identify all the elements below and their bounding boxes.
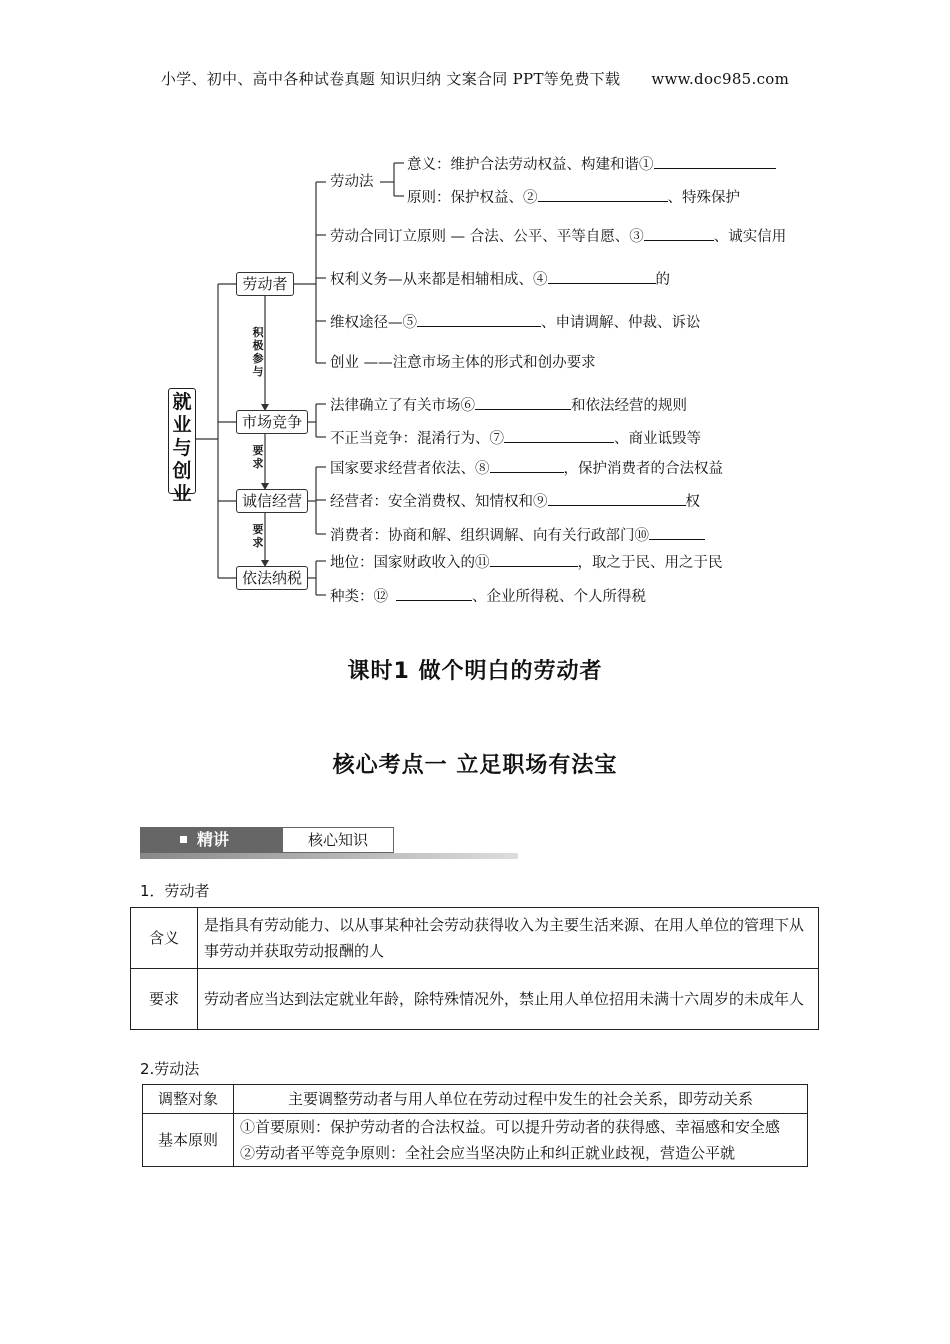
row-text	[234, 1114, 808, 1167]
row-label: 要求	[131, 969, 198, 1030]
row-text: 劳动者应当达到法定就业年龄，除特殊情况外，禁止用人单位招用未满十六周岁的未成年人	[198, 969, 819, 1030]
branch-market-law: 法律确立了有关市场⑥ 和依法经营的规则	[330, 395, 687, 415]
node-laborer: 劳动者	[236, 272, 294, 296]
square-icon	[180, 836, 187, 843]
branch-status: 地位：国家财政收入的⑪ ，取之于民、用之于民	[330, 552, 723, 572]
labor-law-table	[142, 1084, 808, 1167]
banner-dark: 精讲	[140, 827, 282, 853]
table-row	[143, 1114, 808, 1167]
row-label: 调整对象	[143, 1085, 234, 1114]
header-text: 小学、初中、高中各种试卷真题 知识归纳 文案合同 PPT等免费下载	[160, 70, 621, 88]
section-banner	[140, 827, 518, 859]
labor-law-node: 劳动法	[330, 174, 374, 190]
branch-kinds: 种类：⑫ 、企业所得税、个人所得税	[330, 586, 646, 606]
branch-operator: 经营者：安全消费权、知情权和⑨ 权	[330, 491, 700, 511]
link-require-2: 要求	[252, 523, 264, 549]
lesson-title: 课时1 做个明白的劳动者	[347, 659, 603, 684]
branch-principle: 原则：保护权益、② 、特殊保护	[407, 187, 740, 207]
branch-meaning: 意义：维护合法劳动权益、构建和谐①	[407, 154, 776, 174]
link-require-1: 要求	[252, 444, 264, 470]
mindmap-root: 就业与创业	[168, 388, 196, 494]
link-participate: 积极参与	[252, 326, 264, 378]
node-tax: 依法纳税	[236, 566, 308, 590]
branch-protect: 维权途径—⑤ 、申请调解、仲裁、诉讼	[330, 312, 701, 332]
banner-light: 核心知识	[282, 827, 394, 853]
node-market: 市场竞争	[236, 410, 308, 434]
laborer-table	[130, 907, 819, 1030]
branch-consumer: 消费者：协商和解、组织调解、向有关行政部门⑩	[330, 525, 705, 545]
row-label: 含义	[131, 908, 198, 969]
table-row	[131, 969, 819, 1030]
branch-state: 国家要求经营者依法、⑧ ，保护消费者的合法权益	[330, 458, 723, 478]
table-row	[131, 908, 819, 969]
branch-unfair: 不正当竞争：混淆行为、⑦ 、商业诋毁等	[330, 428, 701, 448]
row-text: 是指具有劳动能力、以从事某种社会劳动获得收入为主要生活来源、在用人单位的管理下从事劳动并获取劳动报酬的人	[198, 908, 819, 969]
table-row	[143, 1085, 808, 1114]
node-integrity: 诚信经营	[236, 489, 308, 513]
row-label: 基本原则	[143, 1114, 234, 1167]
branch-startup: 创业 ——注意市场主体的形式和创办要求	[330, 355, 596, 371]
section1-heading: 1．劳动者	[140, 882, 210, 900]
branch-rights: 权利义务—从来都是相辅相成、④ 的	[330, 269, 670, 289]
core-point-title: 核心考点一 立足职场有法宝	[332, 753, 618, 778]
section2-heading: 2.劳动法	[140, 1060, 200, 1078]
principle-2: ②劳动者平等竞争原则：全社会应当坚决防止和纠正就业歧视，营造公平就	[240, 1144, 736, 1162]
header-site: www.doc985.com	[651, 70, 790, 88]
branch-contract: 劳动合同订立原则 — 合法、公平、平等自愿、③ 、诚实信用	[330, 226, 786, 246]
banner-fade	[140, 853, 518, 859]
row-text: 主要调整劳动者与用人单位在劳动过程中发生的社会关系，即劳动关系	[234, 1085, 808, 1114]
principle-1: ①首要原则：保护劳动者的合法权益。可以提升劳动者的获得感、幸福感和安全感	[240, 1118, 781, 1136]
